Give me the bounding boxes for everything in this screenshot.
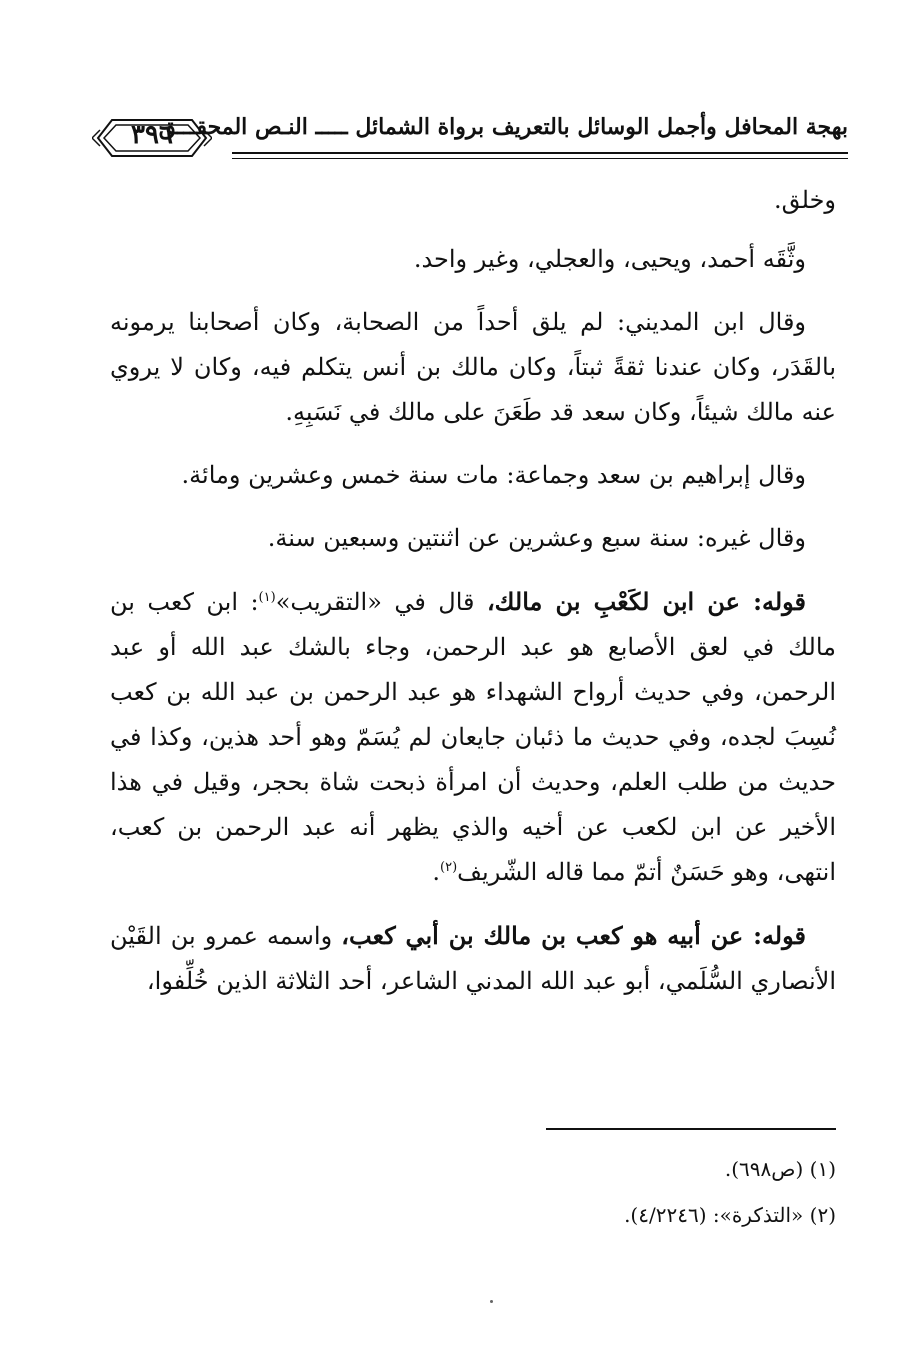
paragraph: وثَّقَه أحمد، ويحيى، والعجلي، وغير واحد. xyxy=(413,245,806,273)
footnote-ref[interactable]: (٢) xyxy=(440,860,458,875)
commentary-lead: قوله: عن ابن لكَعْبِ بن مالك، xyxy=(486,587,807,616)
paragraph-commentary xyxy=(110,579,836,895)
scan-speck xyxy=(490,1300,493,1303)
main-text xyxy=(110,178,836,1022)
page-header xyxy=(82,106,848,170)
commentary-lead: قوله: عن أبيه هو كعب بن مالك بن أبي كعب، xyxy=(341,921,806,950)
page-number: ٣٩٦ xyxy=(131,120,173,150)
paragraph: وقال ابن المديني: لم يلق أحداً من الصحابة، وكان أصحابنا يرمونه بالقَدَر، وكان عندنا ثقةً ثبتاً، وكان مالك بن أنس يتكلم فيه، وكان لا يروي عنه مالك شيئاً، وكان سعد قد طَعَنَ على مالك في نَسَبِهِ. xyxy=(110,308,836,426)
paragraph-commentary xyxy=(110,913,836,1004)
paragraph-text: . xyxy=(432,858,441,886)
paragraph-text: : ابن كعب بن مالك في لعق الأصابع هو عبد الرحمن، وجاء بالشك عبد الله أو عبد الرحمن، وفي حديث أرواح الشهداء هو عبد الرحمن بن عبد الله بن كعب نُسِبَ لجده، وفي حديث ما ذئبان جايعان لم يُسَمّ وهو أحد هذين، وكذا في حديث من طلب العلم، وحديث أن امرأة ذبحت شاة بحجر، وقيل في هذا الأخير عن ابن لكعب عن أخيه والذي يظهر أنه عبد الرحمن بن كعب، انتهى، وهو حَسَنٌ أتمّ مما قاله الشّريف xyxy=(110,588,836,886)
header-rule-thin xyxy=(232,158,848,159)
page-number-ornament xyxy=(92,112,212,164)
paragraph-text: واسمه عمرو بن القَيْن الأنصاري السُّلَمي، أبو عبد الله المدني الشاعر، أحد الثلاثة الذين خُلِّفوا، xyxy=(110,922,836,995)
paragraph-text: قال في «التقريب» xyxy=(275,588,487,616)
header-rule xyxy=(232,152,848,154)
footnote: (٢) «التذكرة»: (٤/٢٢٤٦). xyxy=(624,1203,836,1227)
paragraph: وقال غيره: سنة سبع وعشرين عن اثنتين وسبعين سنة. xyxy=(267,524,806,552)
footnote-ref[interactable]: (١) xyxy=(258,590,276,605)
paragraph: وقال إبراهيم بن سعد وجماعة: مات سنة خمس وعشرين ومائة. xyxy=(181,461,806,489)
footnote-separator xyxy=(546,1128,836,1130)
footnote: (١) (ص٦٩٨). xyxy=(724,1157,836,1181)
paragraph: وخلق. xyxy=(773,186,836,214)
footnotes xyxy=(110,1146,836,1238)
running-title: بهجة المحافل وأجمل الوسائل بالتعريف برواة الشمائل ـــــ النـص المحقـــق xyxy=(158,114,848,140)
